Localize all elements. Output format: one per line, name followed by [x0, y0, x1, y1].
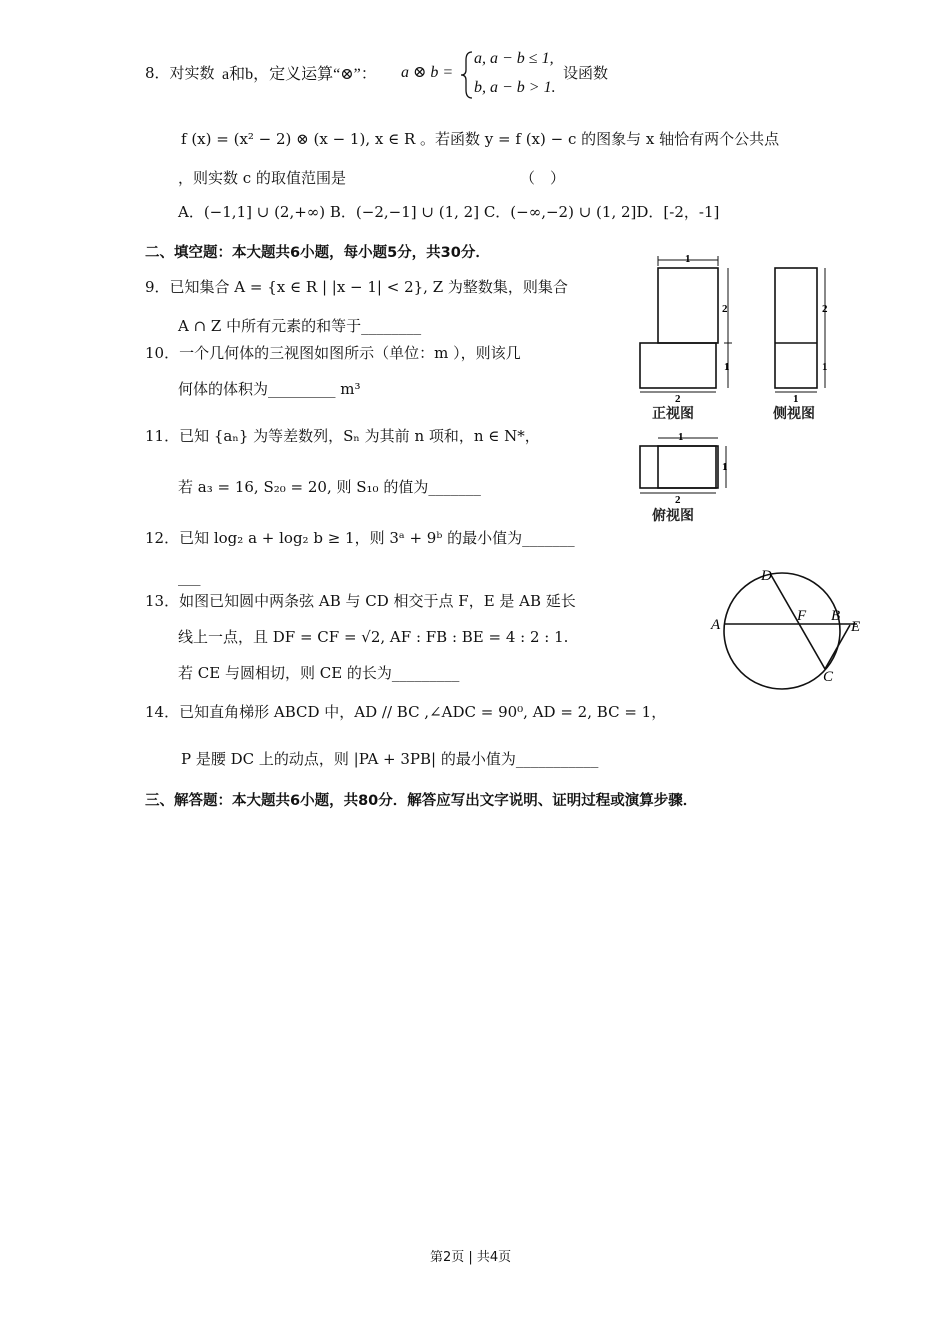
- q8-line3: ，则实数 c 的取值范围是: [178, 169, 346, 187]
- q11-line1: 11．已知 {aₙ} 为等差数列，Sₙ 为其前 n 项和，n ∈ N*，: [145, 427, 540, 445]
- front-top-dim: 1: [685, 253, 691, 265]
- q9-line2: A ∩ Z 中所有元素的和等于________: [178, 317, 422, 335]
- point-a: A: [711, 617, 721, 633]
- side-base-dim: 1: [822, 361, 828, 373]
- q8-options: A．(−1,1] ∪ (2,+∞) B．(−2,−1] ∪ (1, 2] C．(−∞,−2) ∪ (1, 2]D．[-2，-1]: [178, 203, 720, 221]
- q8-brace: [460, 50, 474, 100]
- q13-line3: 若 CE 与圆相切，则 CE 的长为_________: [178, 664, 460, 682]
- side-width-dim: 1: [793, 393, 799, 405]
- top-width-dim: 2: [675, 494, 681, 506]
- q8-case1: a, a − b ≤ 1,: [474, 50, 554, 67]
- side-view: [775, 268, 825, 392]
- top-view-label: 俯视图: [652, 509, 694, 524]
- front-view-label: 正视图: [652, 407, 694, 422]
- q13-line1: 13．如图已知圆中两条弦 AB 与 CD 相交于点 F，E 是 AB 延长: [145, 592, 576, 610]
- point-f: F: [797, 608, 807, 624]
- circle-figure: [705, 565, 875, 700]
- top-top-dim: 1: [678, 431, 684, 443]
- q12-line1: 12．已知 log₂ a + log₂ b ≥ 1，则 3ᵃ + 9ᵇ 的最小值为_______: [145, 529, 575, 547]
- q14-line2: P 是腰 DC 上的动点，则 |PA + 3PB| 的最小值为___________: [181, 750, 599, 768]
- q12-line2: ___: [178, 568, 201, 586]
- q10-line1: 10．一个几何体的三视图如图所示（单位：m ），则该几: [145, 344, 521, 362]
- side-view-label: 侧视图: [773, 407, 815, 422]
- point-c: C: [823, 669, 834, 685]
- page-footer: 第2页 | 共4页: [430, 1250, 512, 1265]
- q8-line1-prefix: 8．对实数: [145, 64, 215, 82]
- three-views-figure: [630, 250, 845, 530]
- q14-line1: 14．已知直角梯形 ABCD 中，AD // BC ,∠ADC = 90⁰, AD = 2, BC = 1，: [145, 703, 667, 721]
- q8-line2: f (x) = (x² − 2) ⊗ (x − 1), x ∈ R 。若函数 y = f (x) − c 的图象与 x 轴恰有两个公共点: [181, 130, 780, 148]
- top-view: [640, 438, 726, 493]
- front-base-dim: 1: [724, 361, 730, 373]
- q8-operation-lhs: a ⊗ b =: [401, 64, 454, 81]
- front-height-dim: 2: [722, 303, 728, 315]
- tangent-ce: [825, 625, 850, 669]
- q8-case2: b, a − b > 1.: [474, 79, 556, 96]
- top-side-dim: 1: [722, 461, 728, 473]
- front-view: [640, 256, 732, 392]
- q8-answer-paren: （ ）: [520, 169, 566, 187]
- q8-line1-ab: a和b，定义运算“⊗”：: [222, 66, 377, 83]
- q10-line2: 何体的体积为_________ m³: [178, 380, 361, 398]
- point-b: B: [831, 608, 841, 624]
- q9-line1: 9．已知集合 A = {x ∈ R | |x − 1| < 2}, Z 为整数集，则集合: [145, 278, 568, 296]
- point-d: D: [761, 568, 772, 584]
- section3-title: 三、解答题：本大题共6小题，共80分．解答应写出文字说明、证明过程或演算步骤．: [145, 793, 698, 809]
- q13-line2: 线上一点，且 DF = CF = √2, AF : FB : BE = 4 : 2 : 1.: [178, 628, 569, 646]
- section2-title: 二、填空题：本大题共6小题，每小题5分，共30分．: [145, 245, 490, 261]
- q8-line1-suffix: 设函数: [563, 64, 609, 82]
- side-height-dim: 2: [822, 303, 828, 315]
- point-e: E: [851, 619, 861, 635]
- front-width-dim: 2: [675, 393, 681, 405]
- q11-line2: 若 a₃ = 16, S₂₀ = 20, 则 S₁₀ 的值为_______: [178, 478, 481, 496]
